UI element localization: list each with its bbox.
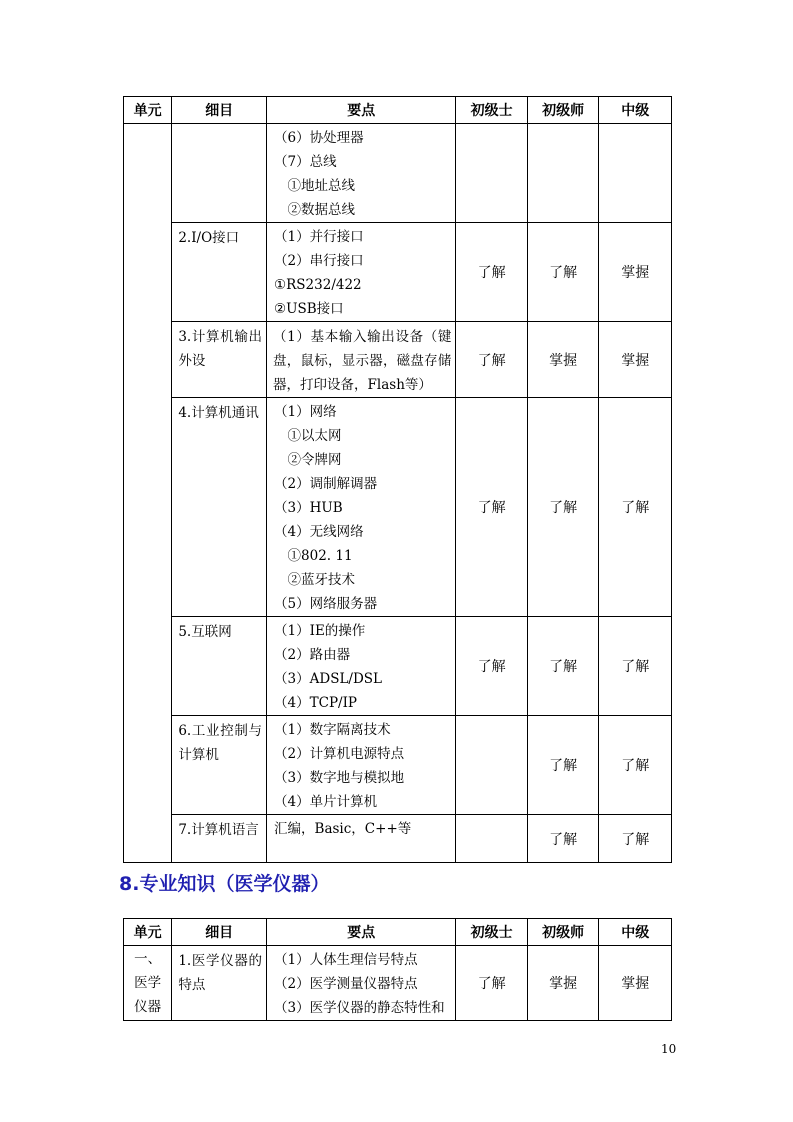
point-line: （4）单片计算机: [274, 794, 378, 810]
header-level-intermediate: 中级: [599, 97, 672, 124]
level-cell: [456, 716, 528, 815]
syllabus-table-medical-instruments: [123, 918, 672, 1021]
unit-cell: [124, 946, 172, 1021]
level-cell: 了解: [456, 946, 528, 1021]
level-cell: 了解: [456, 398, 528, 617]
header-level-technician: 初级士: [456, 97, 528, 124]
header-level-technician: 初级士: [456, 919, 528, 946]
table-row: [124, 716, 672, 815]
table-row: [124, 398, 672, 617]
point-line: （7）总线: [274, 154, 337, 170]
level-cell: 了解: [599, 716, 672, 815]
level-cell: 掌握: [599, 946, 672, 1021]
points-cell: [267, 946, 456, 1021]
level-cell: [527, 124, 599, 223]
point-line: ②USB接口: [274, 301, 344, 317]
level-cell: 了解: [599, 815, 672, 863]
level-cell: 掌握: [527, 322, 599, 398]
point-line: （1）网络: [274, 404, 337, 420]
level-cell: [456, 124, 528, 223]
point-line: ①以太网: [274, 428, 342, 444]
level-cell: 了解: [599, 617, 672, 716]
point-line: （2）路由器: [274, 647, 351, 663]
points-cell: （1）基本输入输出设备（键盘，鼠标，显示器，磁盘存储器，打印设备，Flash等）: [267, 322, 456, 398]
level-cell: 掌握: [599, 322, 672, 398]
point-line: （2）调制解调器: [274, 476, 378, 492]
point-line: （1）数字隔离技术: [274, 722, 391, 738]
unit-line: 医学: [134, 975, 162, 991]
point-line: （2）医学测量仪器特点: [274, 976, 418, 992]
header-unit: 单元: [124, 919, 172, 946]
level-cell: 掌握: [527, 946, 599, 1021]
unit-cell: [124, 124, 172, 863]
table-header-row: [124, 919, 672, 946]
header-detail: 细目: [172, 919, 267, 946]
page-number: 10: [661, 1042, 677, 1056]
point-line: （3）ADSL/DSL: [274, 671, 382, 687]
level-cell: 了解: [456, 322, 528, 398]
points-cell: [267, 124, 456, 223]
table-header-row: [124, 97, 672, 124]
header-level-junior: 初级师: [527, 919, 599, 946]
point-line: （1）IE的操作: [274, 623, 366, 639]
point-line: （3）医学仪器的静态特性和: [274, 1000, 445, 1016]
table-row: [124, 223, 672, 322]
points-cell: [267, 223, 456, 322]
table-row: [124, 322, 672, 398]
point-line: （5）网络服务器: [274, 596, 378, 612]
point-line: （2）串行接口: [274, 253, 364, 269]
level-cell: 了解: [527, 617, 599, 716]
table-row: [124, 815, 672, 863]
unit-line: 仪器: [134, 999, 162, 1015]
header-level-intermediate: 中级: [599, 919, 672, 946]
level-cell: 了解: [527, 398, 599, 617]
point-line: （2）计算机电源特点: [274, 746, 405, 762]
header-level-junior: 初级师: [527, 97, 599, 124]
points-cell: [267, 716, 456, 815]
section-title: 8.专业知识（医学仪器）: [119, 873, 330, 895]
point-line: ②数据总线: [274, 202, 356, 218]
level-cell: 了解: [527, 223, 599, 322]
point-line: （6）协处理器: [274, 130, 364, 146]
level-cell: 了解: [527, 716, 599, 815]
points-cell: [267, 617, 456, 716]
point-line: ②蓝牙技术: [274, 572, 356, 588]
level-cell: 了解: [527, 815, 599, 863]
level-cell: 了解: [456, 223, 528, 322]
point-line: ①802. 11: [274, 548, 353, 564]
unit-line: 一、: [134, 951, 162, 967]
detail-cell: 4.计算机通讯: [172, 398, 267, 617]
syllabus-table-computer: [123, 96, 672, 863]
point-line: ①地址总线: [274, 178, 356, 194]
level-cell: 了解: [599, 398, 672, 617]
point-line: （1）并行接口: [274, 229, 364, 245]
detail-cell: 2.I/O接口: [172, 223, 267, 322]
detail-cell: 7.计算机语言: [172, 815, 267, 863]
table-row: [124, 124, 672, 223]
point-line: （1）人体生理信号特点: [274, 952, 418, 968]
table-row: [124, 946, 672, 1021]
points-cell: [267, 815, 456, 863]
level-cell: [599, 124, 672, 223]
level-cell: 掌握: [599, 223, 672, 322]
detail-cell: [172, 124, 267, 223]
detail-cell: 5.互联网: [172, 617, 267, 716]
point-line: 汇编，Basic，C++等: [274, 821, 412, 837]
points-cell: [267, 398, 456, 617]
point-line: ①RS232/422: [274, 277, 362, 293]
header-unit: 单元: [124, 97, 172, 124]
detail-cell: 6.工业控制与计算机: [172, 716, 267, 815]
header-detail: 细目: [172, 97, 267, 124]
point-line: （3）数字地与模拟地: [274, 770, 405, 786]
level-cell: 了解: [456, 617, 528, 716]
point-line: （4）TCP/IP: [274, 695, 358, 711]
point-line: （4）无线网络: [274, 524, 364, 540]
table-row: [124, 617, 672, 716]
header-points: 要点: [267, 919, 456, 946]
level-cell: [456, 815, 528, 863]
point-line: ②令牌网: [274, 452, 342, 468]
detail-cell: 1.医学仪器的特点: [172, 946, 267, 1021]
header-points: 要点: [267, 97, 456, 124]
point-line: （3）HUB: [274, 500, 343, 516]
detail-cell: 3.计算机输出外设: [172, 322, 267, 398]
